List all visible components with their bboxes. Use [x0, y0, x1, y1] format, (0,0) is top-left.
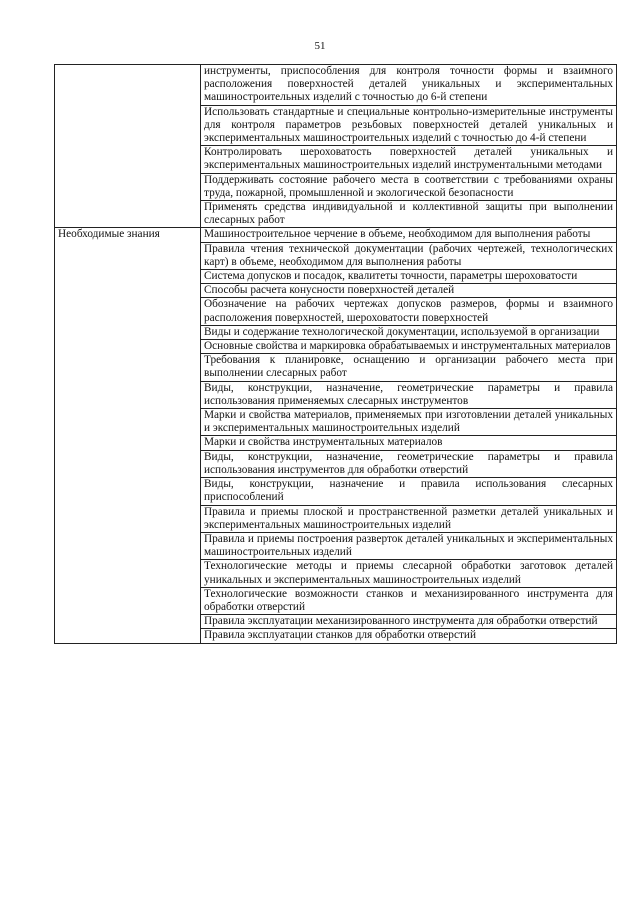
requirement-item: Поддерживать состояние рабочего места в соответствии с требованиями охраны труда, пожарной, промышленной и экологической безопасности — [201, 173, 617, 200]
requirement-item: Виды, конструкции, назначение и правила использования слесарных приспособлений — [201, 478, 617, 505]
requirement-item: Основные свойства и маркировка обрабатываемых и инструментальных материалов — [201, 340, 617, 354]
requirement-item: инструменты, приспособления для контроля точности формы и взаимного расположения поверхностей деталей уникальных и экспериментальных машиностроительных изделий с точностью до 6-й степени — [201, 65, 617, 106]
requirement-item: Виды, конструкции, назначение, геометрические параметры и правила использования инструментов для обработки отверстий — [201, 450, 617, 477]
requirement-item: Требования к планировке, оснащению и организации рабочего места при выполнении слесарных работ — [201, 354, 617, 381]
requirement-item: Обозначение на рабочих чертежах допусков размеров, формы и взаимного расположения поверхностей, шероховатости поверхностей — [201, 298, 617, 325]
requirement-item: Контролировать шероховатость поверхностей деталей уникальных и экспериментальных машиностроительных изделий инструментальными методами — [201, 146, 617, 173]
requirement-item: Виды, конструкции, назначение, геометрические параметры и правила использования применяемых слесарных инструментов — [201, 381, 617, 408]
requirement-item: Правила и приемы плоской и пространственной разметки деталей уникальных и экспериментальных машиностроительных изделий — [201, 505, 617, 532]
requirement-item: Система допусков и посадок, квалитеты точности, параметры шероховатости — [201, 270, 617, 284]
requirement-item: Марки и свойства инструментальных материалов — [201, 436, 617, 450]
section-label — [55, 65, 201, 228]
requirement-item: Использовать стандартные и специальные контрольно-измерительные инструменты для контроля параметров резьбовых поверхностей деталей уникальных и экспериментальных машиностроительных изделий с точностью до 4-й степени — [201, 105, 617, 146]
page-number: 51 — [314, 40, 326, 52]
table-row — [55, 65, 617, 106]
table-row — [55, 228, 617, 242]
requirement-item: Виды и содержание технологической документации, используемой в организации — [201, 325, 617, 339]
requirement-item: Правила чтения технической документации (рабочих чертежей, технологических карт) в объеме, необходимом для выполнения работы — [201, 242, 617, 269]
requirement-item: Машиностроительное черчение в объеме, необходимом для выполнения работы — [201, 228, 617, 242]
requirement-item: Технологические возможности станков и механизированного инструмента для обработки отверстий — [201, 587, 617, 614]
requirements-table — [54, 64, 617, 644]
section-label: Необходимые знания — [55, 228, 201, 643]
requirement-item: Применять средства индивидуальной и коллективной защиты при выполнении слесарных работ — [201, 201, 617, 228]
requirement-item: Правила эксплуатации механизированного инструмента для обработки отверстий — [201, 615, 617, 629]
requirement-item: Правила эксплуатации станков для обработки отверстий — [201, 629, 617, 643]
requirement-item: Марки и свойства материалов, применяемых при изготовлении деталей уникальных и экспериментальных машиностроительных изделий — [201, 409, 617, 436]
requirement-item: Правила и приемы построения разверток деталей уникальных и экспериментальных машиностроительных изделий — [201, 532, 617, 559]
requirement-item: Технологические методы и приемы слесарной обработки заготовок деталей уникальных и экспериментальных машиностроительных изделий — [201, 560, 617, 587]
requirement-item: Способы расчета конусности поверхностей деталей — [201, 284, 617, 298]
